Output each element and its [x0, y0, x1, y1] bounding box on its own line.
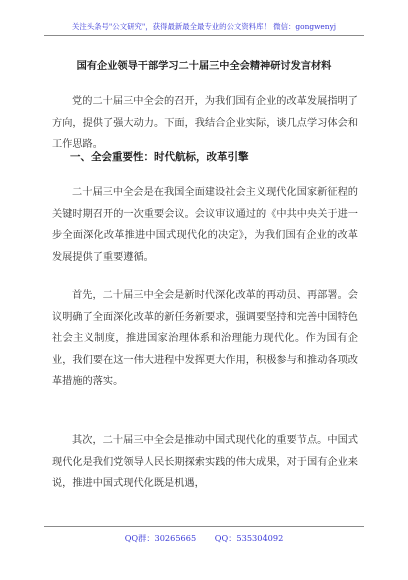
document-title: 国有企业领导干部学习二十届三中全会精神研讨发言材料	[76, 60, 332, 72]
paragraph-1-text: 二十届三中全会是在我国全面建设社会主义现代化国家新征程的关键时期召开的一次重要会议。会议审议通过的《中共中央关于进一步全面深化改革推进中国式现代化的决定》，为我们国有企业的改革发展提供了重要遵循。	[52, 187, 358, 263]
paragraph-2-text: 首先，二十届三中全会是新时代深化改革的再动员、再部署。会议明确了全面深化改革的新任务新要求，强调要坚持和完善中国特色社会主义制度，推进国家治理体系和治理能力现代化。作为国有企业，我们要在这一伟大进程中发挥更大作用，积极参与和推动各项改革措施的落实。	[52, 290, 358, 387]
qq-number: QQ：535304092	[214, 533, 284, 543]
section-heading: 一、全会重要性：时代航标，改革引擎	[70, 151, 249, 163]
intro-paragraph	[52, 91, 358, 156]
paragraph-3-text: 其次，二十届三中全会是推动中国式现代化的重要节点。中国式现代化是我们党领导人民长期探索实践的伟大成果，对于国有企业来说，推进中国式现代化既是机遇，	[52, 435, 358, 489]
qq-group-number: QQ群：30265665	[124, 533, 197, 543]
footer-divider	[44, 526, 364, 527]
body-paragraph-3	[52, 430, 358, 495]
body-paragraph-1	[52, 182, 358, 268]
body-paragraph-2	[52, 285, 358, 393]
intro-text: 党的二十届三中全会的召开，为我们国有企业的改革发展指明了方向，提供了强大动力。下面，我结合企业实际，谈几点学习体会和工作思路。	[52, 96, 358, 150]
header-note: 关注头条号"公文研究"，获得最新最全最专业的公文资料库！ 微信：gongwenyj	[71, 22, 337, 31]
header-divider	[44, 35, 364, 36]
footer-contact	[0, 533, 408, 544]
